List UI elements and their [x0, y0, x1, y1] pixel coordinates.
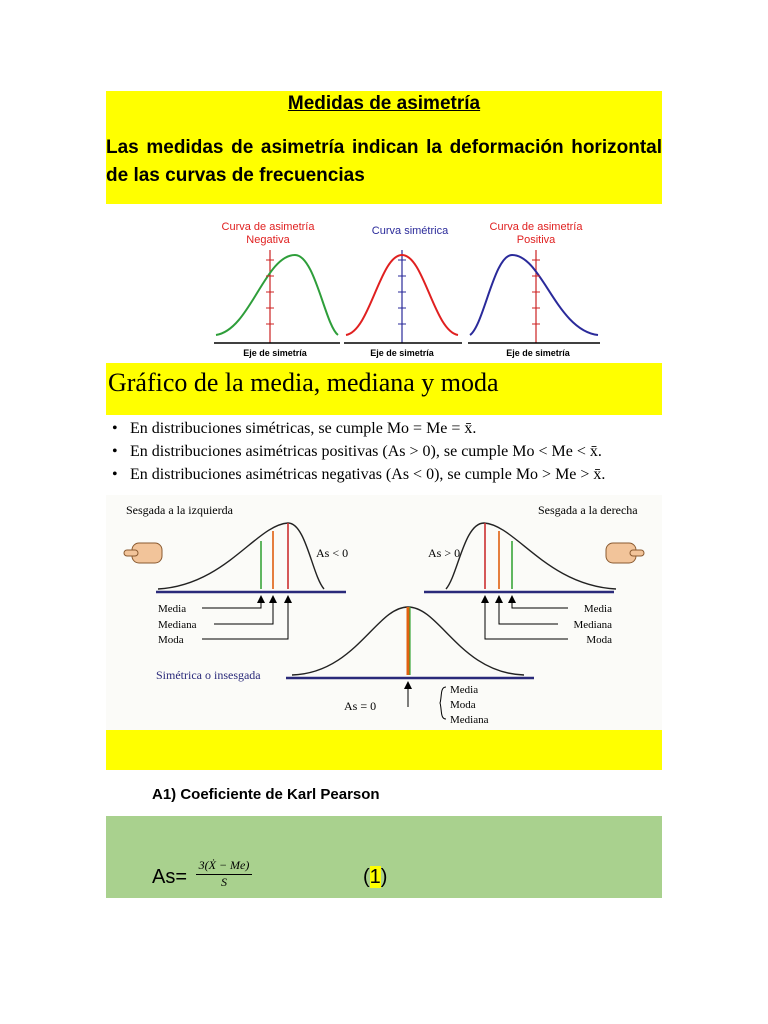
list-item: • En distribuciones asimétricas negativas (As < 0), se cumple Mo > Me > x̄. — [112, 466, 606, 483]
symmetric-axis-label: Eje de simetría — [370, 348, 434, 358]
positive-skew-curve — [468, 221, 600, 358]
center-as-label: As = 0 — [344, 699, 377, 713]
center-mediana-label: Mediana — [450, 714, 489, 726]
symmetric-label: Curva simétrica — [371, 225, 449, 237]
formula-fraction — [196, 858, 252, 890]
eq-number: 1 — [369, 866, 381, 888]
formula-numerator: 3(Ẋ − Me) — [196, 858, 252, 875]
intro-text: Las medidas de asimetría indican la deformación horizontal de las curvas de frecuencias — [106, 137, 662, 186]
eq-paren-open: ( — [363, 866, 370, 888]
thumb-left-icon — [124, 543, 162, 563]
positive-axis-label: Eje de simetría — [506, 348, 570, 358]
right-moda-label: Moda — [586, 634, 612, 646]
negative-label-1: Curva de asimetría — [221, 221, 315, 233]
left-media-label: Media — [158, 603, 187, 615]
formula-lhs: As= — [152, 866, 188, 888]
bullet-text-3: En distribuciones asimétricas negativas (As < 0), se cumple Mo > Me > x̄. — [130, 466, 606, 483]
rules-list — [112, 418, 605, 487]
right-mediana-label: Mediana — [573, 619, 612, 631]
positive-label-2: Positiva — [516, 234, 556, 246]
left-as-label: As < 0 — [316, 546, 349, 560]
page-title: Medidas de asimetría — [287, 93, 481, 114]
right-as-label: As > 0 — [428, 546, 461, 560]
left-mediana-label: Mediana — [158, 619, 197, 631]
equation-number — [363, 866, 387, 889]
center-media-label: Media — [450, 684, 479, 696]
graph-section-title: Gráfico de la media, mediana y moda — [108, 368, 499, 397]
bullet-text-2: En distribuciones asimétricas positivas (As > 0), se cumple Mo < Me < x̄. — [130, 443, 602, 460]
symmetry-curves-figure — [210, 215, 600, 360]
formula-denominator: S — [221, 875, 227, 889]
right-skew-title: Sesgada a la derecha — [538, 503, 638, 517]
negative-skew-curve — [214, 221, 340, 358]
list-item: • En distribuciones asimétricas positivas (As > 0), se cumple Mo < Me < x̄. — [112, 443, 602, 460]
karl-pearson-heading: A1) Coeficiente de Karl Pearson — [152, 786, 380, 803]
eq-paren-close: ) — [380, 866, 388, 888]
right-media-label: Media — [583, 603, 612, 615]
thumb-right-icon — [606, 543, 644, 563]
list-item: • En distribuciones simétricas, se cumple Mo = Me = x̄. — [112, 420, 477, 437]
skewness-diagram — [106, 495, 662, 730]
positive-label-1: Curva de asimetría — [489, 221, 583, 233]
footer-band — [106, 730, 662, 770]
left-moda-label: Moda — [158, 634, 184, 646]
center-moda-label: Moda — [450, 699, 476, 711]
bullet-text-1: En distribuciones simétricas, se cumple Mo = Me = x̄. — [130, 420, 477, 437]
left-skew-title: Sesgada a la izquierda — [126, 503, 233, 517]
negative-label-2: Negativa — [246, 234, 290, 246]
negative-axis-label: Eje de simetría — [243, 348, 307, 358]
symmetric-title: Simétrica o insesgada — [156, 668, 261, 682]
